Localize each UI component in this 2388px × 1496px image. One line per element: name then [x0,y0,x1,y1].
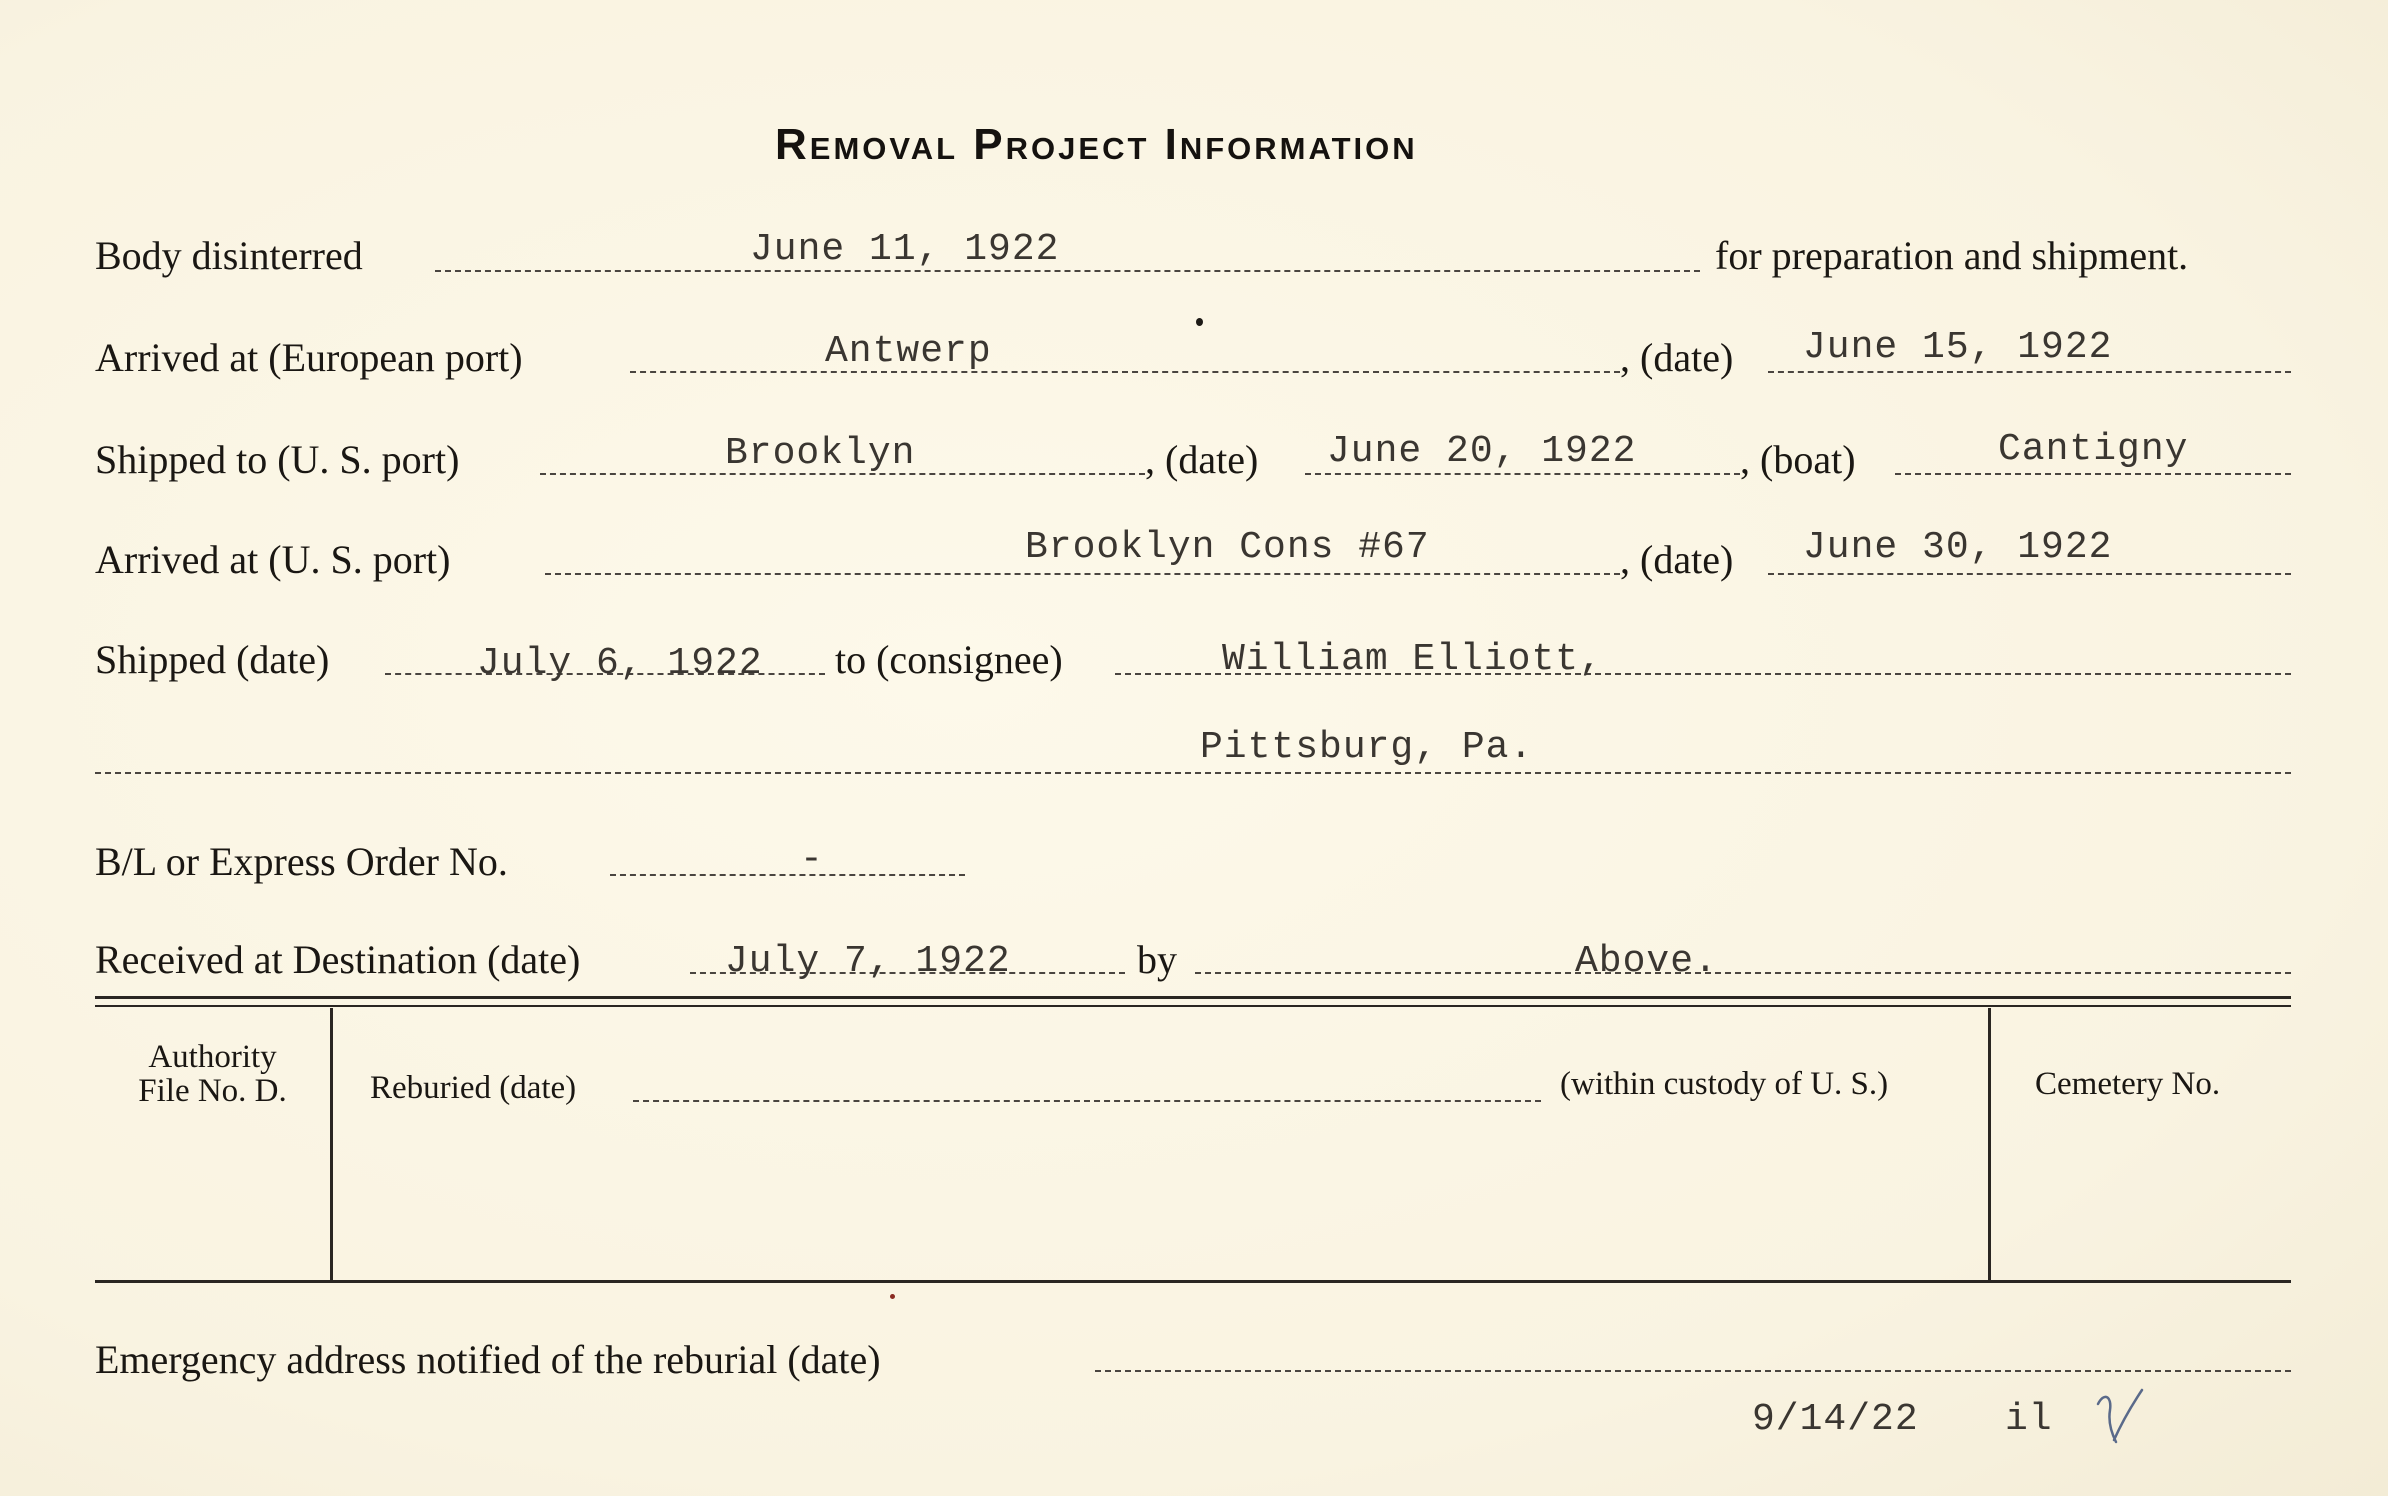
shipped-date-value: July 6, 1922 [477,642,763,685]
bl-order-value: - [800,838,824,881]
arrived-us-port-line [545,573,1620,575]
shipped-us-date: June 20, 1922 [1327,430,1637,473]
shipped-us-boat: Cantigny [1998,428,2189,471]
table-bottom-rule [95,1280,2291,1283]
arrived-european-date-label: , (date) [1620,335,1734,380]
shipped-us-boat-line [1895,473,2291,475]
arrived-us-date-label: , (date) [1620,537,1734,582]
shipped-us-port: Brooklyn [725,432,916,475]
received-by-label: by [1137,937,1177,982]
arrived-us-date: June 30, 1922 [1803,526,2113,569]
cemetery-label: Cemetery No. [2035,1066,2221,1102]
emergency-line [1095,1370,2291,1372]
shipped-us-date-label: , (date) [1145,437,1259,482]
shipped-date-label: Shipped (date) [95,637,330,682]
received-label: Received at Destination (date) [95,937,581,982]
arrived-european-date: June 15, 1922 [1803,326,2113,369]
shipped-us-date-line [1305,473,1740,475]
reburied-line [633,1100,1541,1102]
arrived-european-port-line [630,371,1620,373]
received-by-value: Above. [1575,940,1718,983]
arrived-european-label: Arrived at (European port) [95,335,523,380]
ink-speck [1196,318,1203,326]
received-date: July 7, 1922 [725,940,1011,983]
page-title: Removal Project Information [775,120,1418,169]
consignee-city: Pittsburg, Pa. [1200,726,1534,769]
body-disinterred-label: Body disinterred [95,233,363,278]
shipped-us-boat-label: , (boat) [1740,437,1856,482]
bl-order-line [610,874,965,876]
stamp-date: 9/14/22 [1752,1398,1919,1441]
arrived-us-port: Brooklyn Cons #67 [1025,526,1430,569]
shipped-us-label: Shipped to (U. S. port) [95,437,460,482]
authority-label-2: File No. D. [138,1073,287,1109]
consignee-value: William Elliott, [1222,638,1603,681]
body-disinterred-value: June 11, 1922 [750,228,1060,271]
body-disinterred-line [435,270,1700,272]
table-divider-left [330,1008,333,1280]
arrived-european-port: Antwerp [825,330,992,373]
stamp-initials: il [2005,1398,2053,1441]
custody-label: (within custody of U. S.) [1560,1066,1889,1102]
emergency-label: Emergency address notified of the reburial (date) [95,1337,881,1382]
arrived-european-date-line [1768,371,2291,373]
consignee-label: to (consignee) [835,637,1063,682]
bl-order-label: B/L or Express Order No. [95,839,508,884]
ink-speck [890,1294,895,1299]
table-divider-right [1988,1008,1991,1280]
handwritten-initial-mark [2090,1382,2160,1452]
reburied-label: Reburied (date) [370,1070,577,1106]
received-by-line [1195,972,2291,974]
arrived-us-date-line [1768,573,2291,575]
double-rule-top [95,996,2291,999]
authority-label-1: Authority [148,1039,277,1075]
body-disinterred-suffix: for preparation and shipment. [1715,233,2189,278]
consignee-city-line [95,772,2291,774]
double-rule-bottom [95,1005,2291,1007]
arrived-us-label: Arrived at (U. S. port) [95,537,451,582]
